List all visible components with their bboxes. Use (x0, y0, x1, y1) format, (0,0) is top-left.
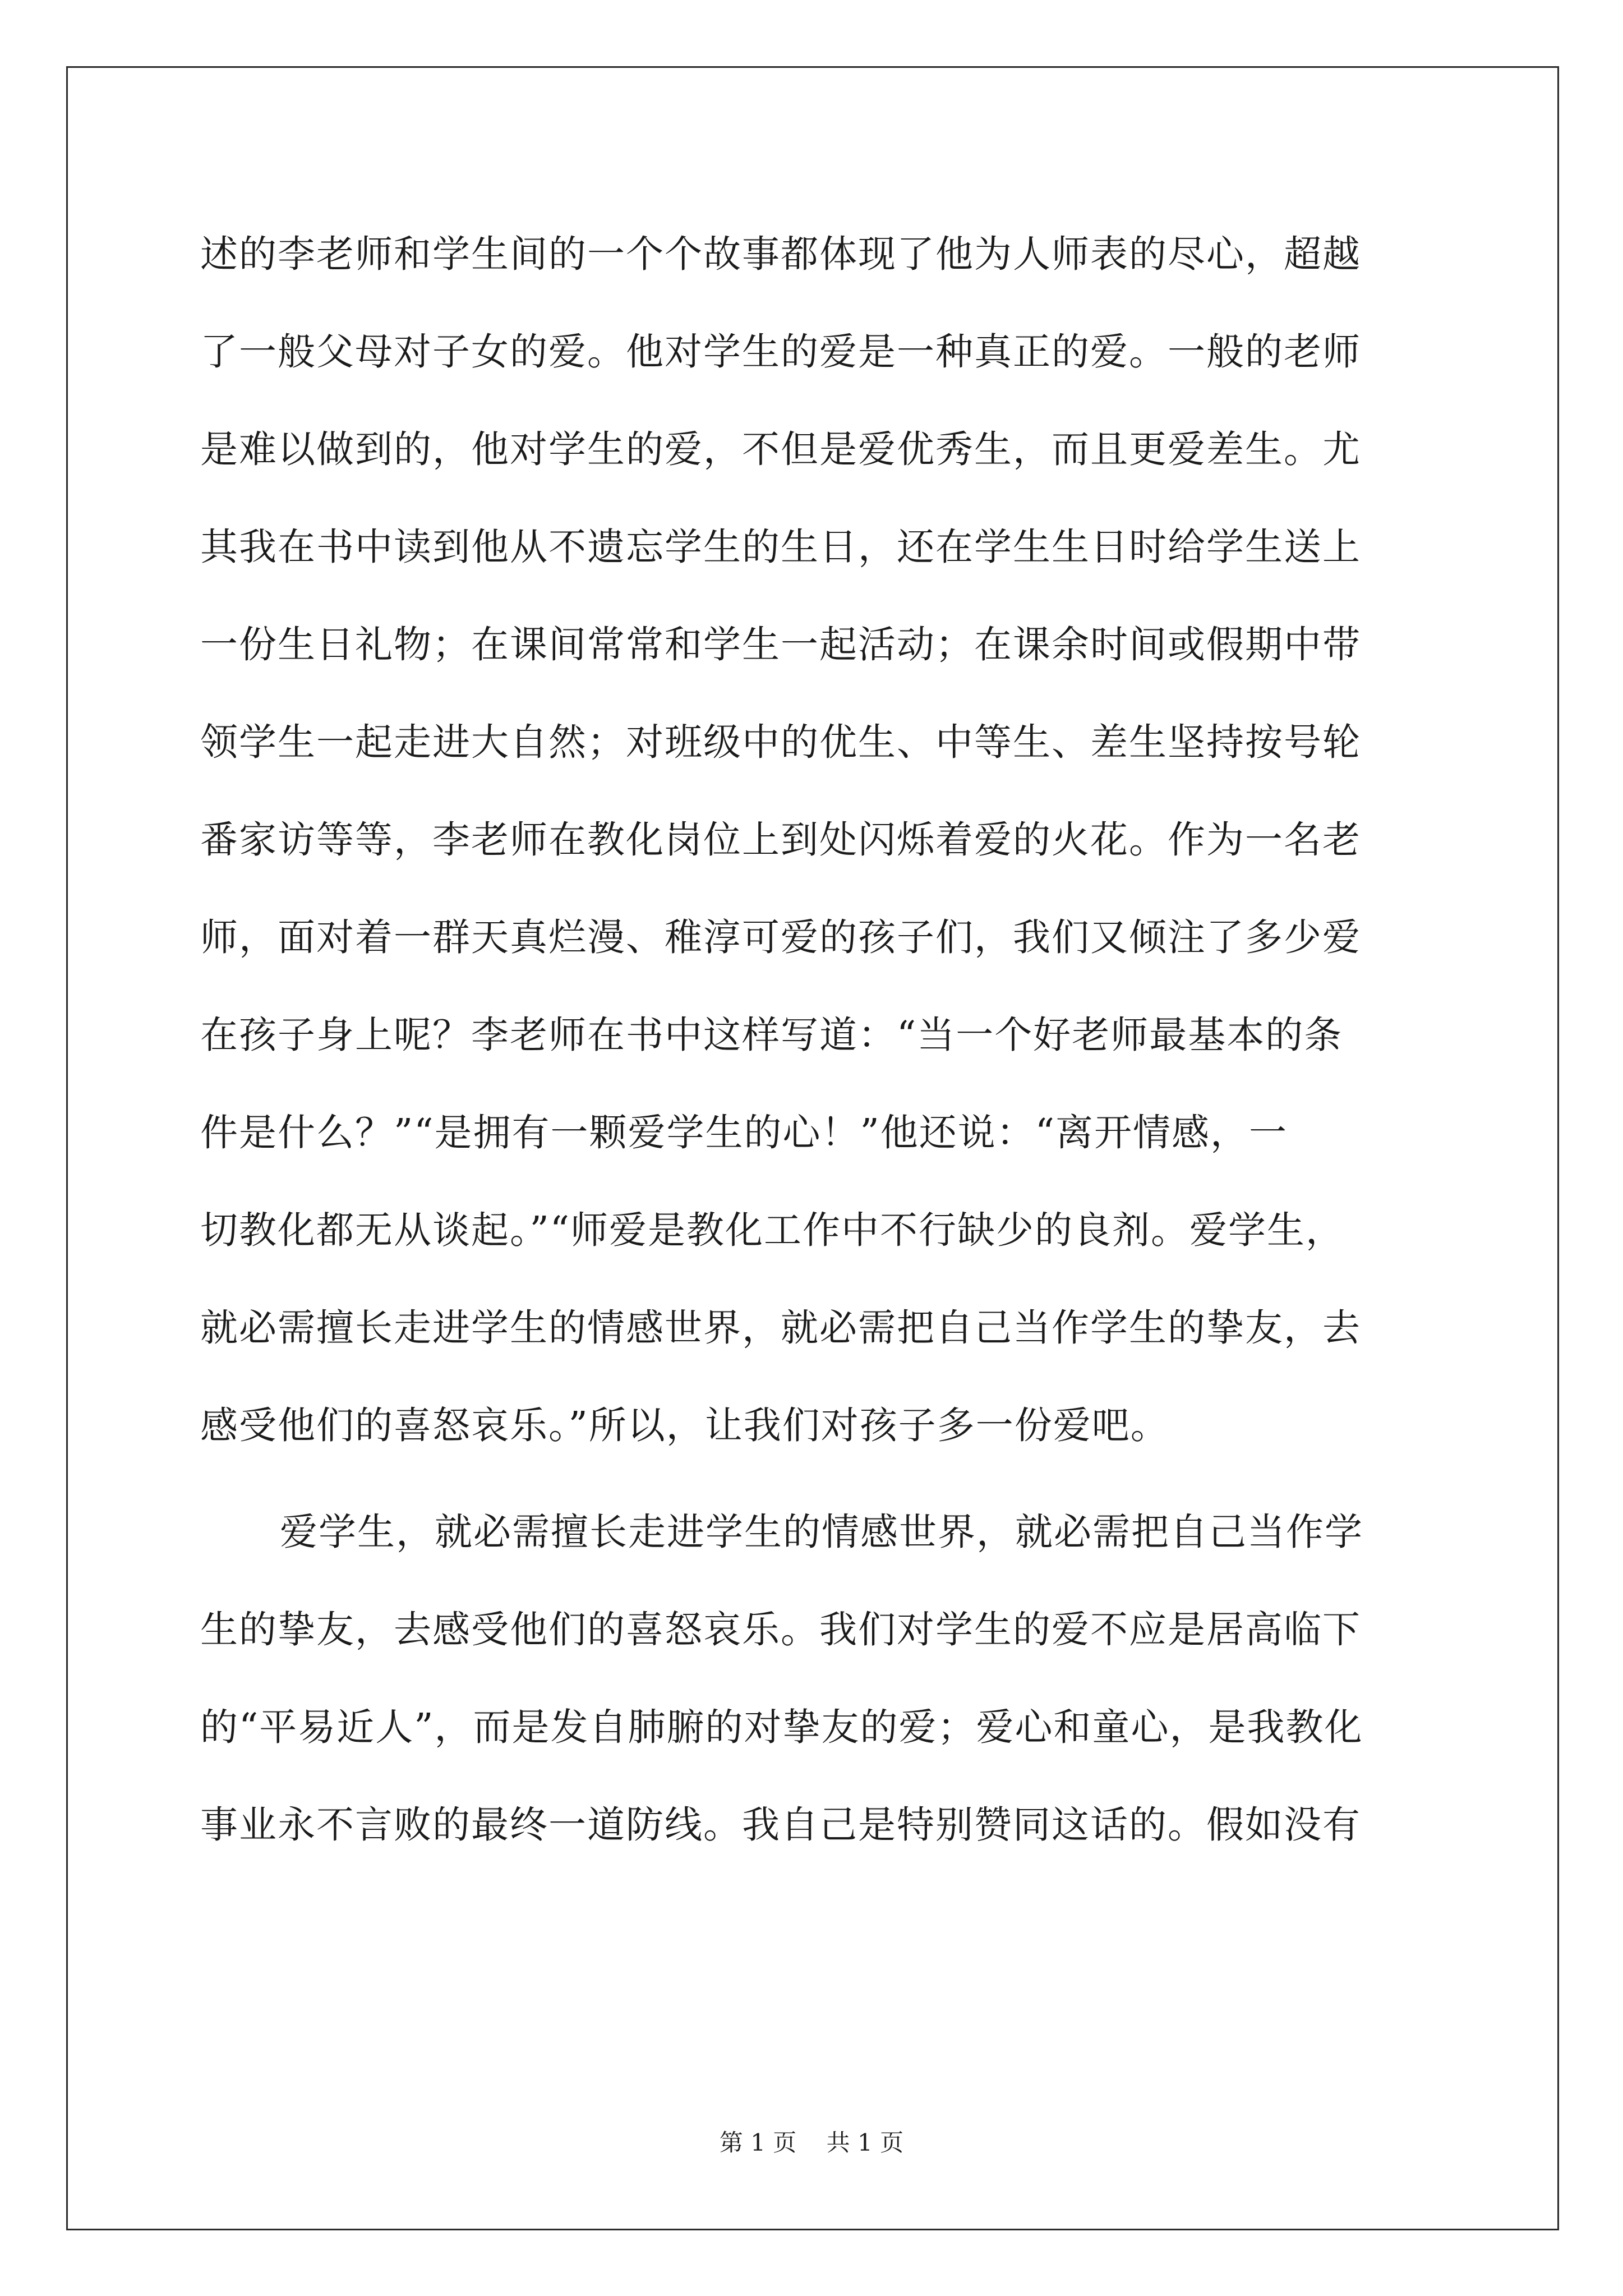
page-footer (0, 2126, 1623, 2160)
text-line: 师，面对着一群天真烂漫、稚淳可爱的孩子们，我们又倾注了多少爱 (200, 915, 1361, 959)
paragraph-gap (200, 1474, 1428, 1483)
text-line: 其我在书中读到他从不遗忘学生的生日，还在学生生日时给学生送上 (200, 525, 1361, 569)
text-line: 一份生日礼物；在课间常常和学生一起活动；在课余时间或假期中带 (200, 623, 1361, 666)
text-line: 爱学生，就必需擅长走进学生的情感世界，就必需把自己当作学 (280, 1510, 1363, 1554)
paragraph (200, 1483, 1428, 1874)
paragraph (200, 205, 1428, 1474)
text-line: 件是什么？”“是拥有一颗爱学生的心！”他还说：“离开情感，一 (200, 1111, 1288, 1154)
text-line: 的“平易近人”，而是发自肺腑的对挚友的爱；爱心和童心，是我教化 (200, 1705, 1363, 1749)
text-line: 领学生一起走进大自然；对班级中的优生、中等生、差生坚持按号轮 (200, 720, 1361, 764)
text-line: 生的挚友，去感受他们的喜怒哀乐。我们对学生的爱不应是居高临下 (200, 1608, 1361, 1651)
text-line: 事业永不言败的最终一道防线。我自己是特别赞同这话的。假如没有 (200, 1803, 1361, 1847)
page-number: 第 1 页 (719, 2129, 797, 2156)
text-line: 是难以做到的，他对学生的爱，不但是爱优秀生，而且更爱差生。尤 (200, 427, 1361, 471)
text-line: 番家访等等，李老师在教化岗位上到处闪烁着爱的火花。作为一名老 (200, 818, 1361, 862)
text-line: 就必需擅长走进学生的情感世界，就必需把自己当作学生的挚友，去 (200, 1306, 1361, 1350)
text-line: 了一般父母对子女的爱。他对学生的爱是一种真正的爱。一般的老师 (200, 330, 1361, 374)
text-line: 感受他们的喜怒哀乐。”所以，让我们对孩子多一份爱吧。 (200, 1404, 1169, 1447)
page-total: 共 1 页 (826, 2129, 904, 2156)
text-line: 述的李老师和学生间的一个个故事都体现了他为人师表的尽心，超越 (200, 232, 1361, 276)
text-line: 切教化都无从谈起。”“师爱是教化工作中不行缺少的良剂。爱学生， (200, 1208, 1345, 1252)
document-body (200, 205, 1428, 1874)
text-line: 在孩子身上呢？李老师在书中这样写道：“当一个好老师最基本的条 (200, 1013, 1343, 1057)
